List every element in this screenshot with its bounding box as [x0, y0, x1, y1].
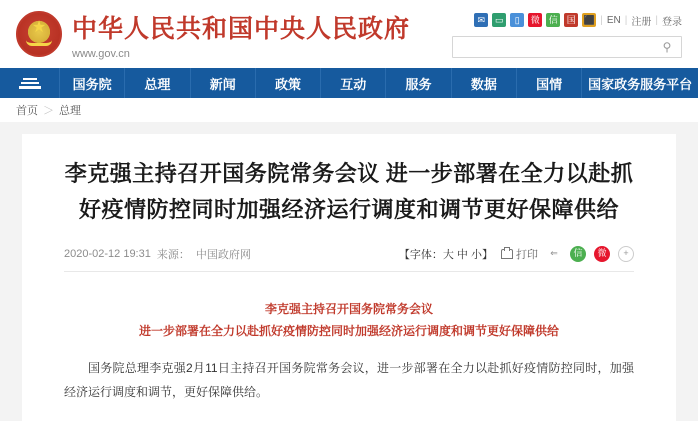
site-title: 中华人民共和国中央人民政府: [72, 15, 411, 43]
separator-1: |: [600, 14, 603, 26]
breadcrumb-item-premier[interactable]: 总理: [59, 105, 81, 117]
search-bar[interactable]: [452, 36, 682, 58]
phone-icon[interactable]: ▯: [510, 13, 524, 27]
flag-icon[interactable]: 国: [564, 13, 578, 27]
nav-item-guoqing[interactable]: 国情: [517, 68, 582, 98]
weibo-share-icon[interactable]: 微: [594, 246, 610, 262]
header-icon-row: [452, 12, 682, 28]
separator-2: |: [624, 14, 628, 26]
plus-icon[interactable]: +: [618, 246, 634, 262]
content-area: [0, 122, 698, 421]
site-identity: [72, 9, 410, 60]
weibo-icon[interactable]: 微: [528, 13, 542, 27]
tv-icon[interactable]: ▭: [492, 13, 506, 27]
national-emblem-icon: [16, 11, 62, 57]
app-icon[interactable]: ⬛: [582, 13, 596, 27]
nav-item-hudong[interactable]: 互动: [321, 68, 386, 98]
login-link[interactable]: 登录: [662, 16, 682, 28]
breadcrumb-item-home[interactable]: 首页: [16, 105, 38, 117]
breadcrumb: [0, 98, 698, 122]
font-size-control[interactable]: 【字体：大 中 小】: [398, 248, 493, 261]
site-url: www.gov.cn: [72, 47, 130, 60]
article-meta-left: [64, 246, 251, 262]
site-header: [0, 0, 698, 68]
separator-3: |: [655, 14, 658, 26]
article-subhead-1: 李克强主持召开国务院常务会议: [264, 302, 433, 316]
article-card: [22, 134, 676, 421]
header-utilities: [452, 12, 682, 58]
source-name[interactable]: 中国政府网: [195, 248, 251, 261]
main-navigation: [0, 68, 698, 98]
print-button[interactable]: [501, 246, 538, 262]
nav-item-zhengwu-platform[interactable]: 国家政务服务平台: [588, 76, 693, 92]
nav-item-guowuyuan[interactable]: 国务院: [60, 68, 125, 98]
search-input[interactable]: [459, 40, 659, 54]
nav-item-xinwen[interactable]: 新闻: [191, 68, 256, 98]
article-meta-right: [399, 246, 634, 262]
wechat-icon[interactable]: 信: [546, 13, 560, 27]
mail-icon[interactable]: ✉: [474, 13, 488, 27]
publish-date: 2020-02-12 19:31: [64, 247, 151, 260]
register-link[interactable]: 注册: [631, 16, 652, 28]
source-label: 来源：: [156, 248, 190, 261]
article-subhead-2: 进一步部署在全力以赴抓好疫情防控同时加强经济运行调度和调节更好保障供给: [138, 324, 559, 338]
wechat-share-icon[interactable]: 信: [570, 246, 586, 262]
share-icon[interactable]: ⇐: [550, 248, 558, 258]
nav-item-fuwu[interactable]: 服务: [386, 68, 451, 98]
page-title: 李克强主持召开国务院常务会议 进一步部署在全力以赴抓好疫情防控同时加强经济运行调度和调节更好保障供给: [64, 161, 634, 222]
printer-icon: [501, 249, 513, 259]
article-paragraph-1: 国务院总理李克强2月11日主持召开国务院常务会议，进一步部署在全力以赴抓好疫情防控同时，加强经济运行调度和调节，更好保障供给。: [64, 361, 634, 399]
nav-item-zhengce[interactable]: 政策: [256, 68, 321, 98]
search-icon[interactable]: ⚲: [659, 39, 675, 55]
breadcrumb-separator: ＞: [43, 105, 54, 117]
nav-item-zongli[interactable]: 总理: [125, 68, 190, 98]
article-meta: [64, 244, 634, 272]
home-icon: [19, 76, 41, 90]
language-link[interactable]: EN: [606, 14, 621, 26]
print-label: 打印: [516, 248, 538, 261]
nav-item-shuju[interactable]: 数据: [452, 68, 517, 98]
nav-home-button[interactable]: [0, 68, 60, 98]
